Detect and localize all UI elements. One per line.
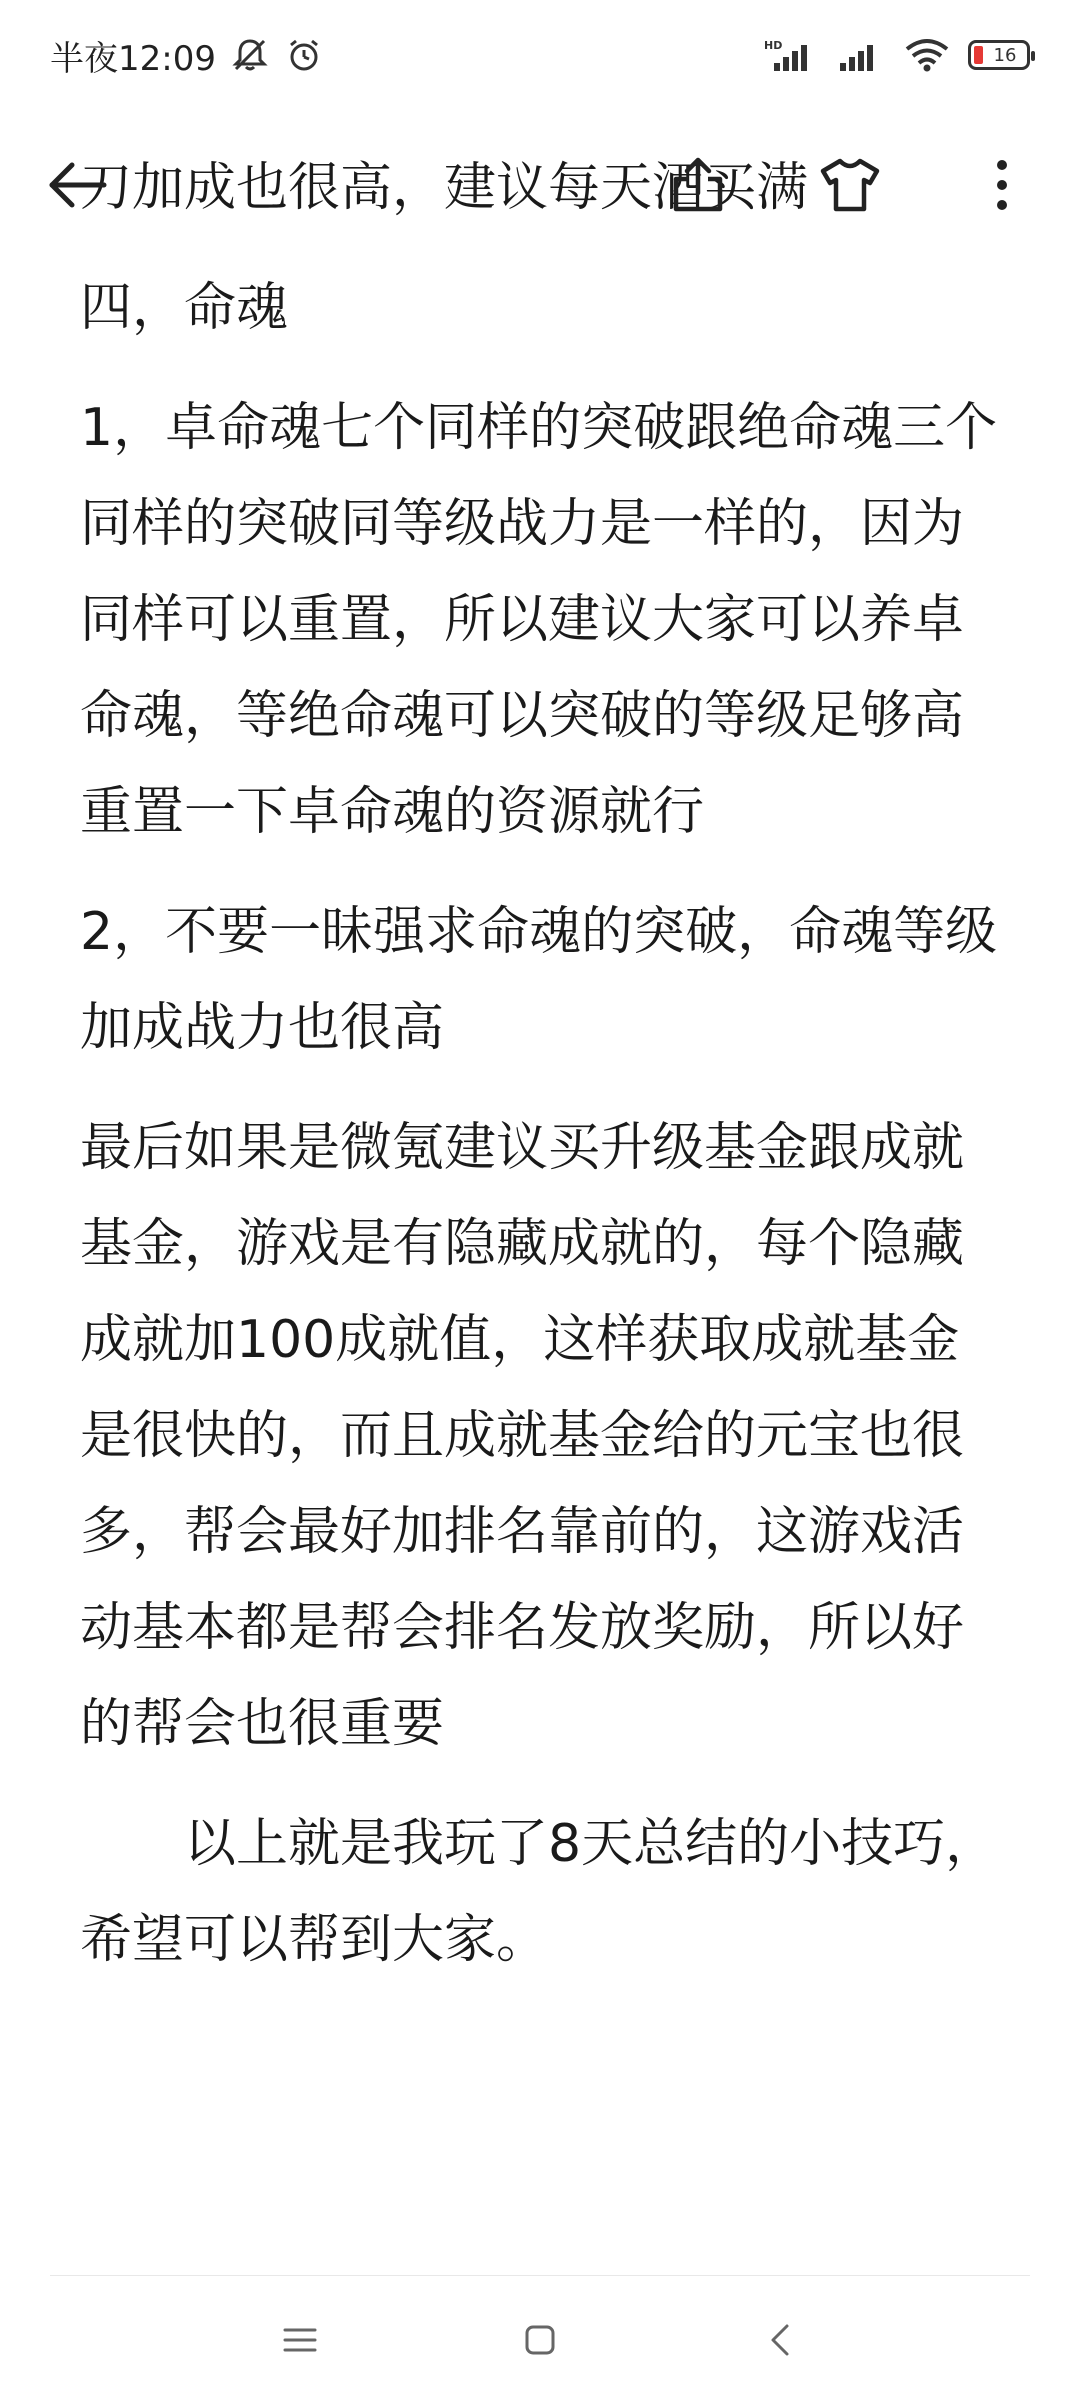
signal-icon bbox=[834, 37, 886, 73]
status-left bbox=[50, 31, 324, 80]
status-right bbox=[764, 37, 1030, 73]
mute-bell-icon bbox=[230, 35, 270, 75]
article-paragraph: 2，不要一昧强求命魂的突破，命魂等级加成战力也很高 bbox=[80, 902, 998, 1058]
article-paragraph-partial: 刀加成也很高，建议每天酒买满 bbox=[80, 158, 809, 218]
article-paragraph: 1，卓命魂七个同样的突破跟绝命魂三个同样的突破同等级战力是一样的，因为同样可以重置，所以建议大家可以养卓命魂，等绝命魂可以突破的等级足够高重置一下卓命魂的资源就行 bbox=[80, 398, 998, 842]
article-paragraph-conclusion: 以上就是我玩了8天总结的小技巧，希望可以帮到大家。 bbox=[80, 1814, 998, 1970]
status-time: 半夜12:09 bbox=[50, 38, 216, 79]
system-nav-bar bbox=[0, 2280, 1080, 2400]
alarm-clock-icon bbox=[284, 35, 324, 75]
menu-icon[interactable] bbox=[260, 2300, 340, 2380]
nav-divider bbox=[50, 2275, 1030, 2276]
hd-signal-icon bbox=[764, 37, 816, 73]
top-app-bar bbox=[0, 110, 1080, 260]
top-actions bbox=[660, 147, 1040, 223]
more-vertical-icon[interactable] bbox=[964, 147, 1040, 223]
article-paragraph: 最后如果是微氪建议买升级基金跟成就基金，游戏是有隐藏成就的，每个隐藏成就加100成就值，这样获取成就基金是很快的，而且成就基金给的元宝也很多，帮会最好加排名靠前的，这游戏活动基本都是帮会排名发放奖励，所以好的帮会也很重要 bbox=[80, 1118, 965, 1754]
tshirt-icon[interactable] bbox=[812, 147, 888, 223]
article-body bbox=[80, 158, 1010, 2012]
battery-level: 16 bbox=[993, 44, 1017, 66]
svg-text:HD: HD bbox=[764, 39, 783, 52]
nav-back-icon[interactable] bbox=[740, 2300, 820, 2380]
battery-fill bbox=[974, 46, 983, 64]
status-bar bbox=[0, 0, 1080, 110]
battery-indicator bbox=[968, 40, 1030, 70]
wifi-icon bbox=[904, 37, 950, 73]
share-icon[interactable] bbox=[660, 147, 736, 223]
home-square-icon[interactable] bbox=[500, 2300, 580, 2380]
section-heading: 四，命魂 bbox=[80, 278, 289, 338]
back-arrow-icon[interactable] bbox=[40, 147, 116, 223]
